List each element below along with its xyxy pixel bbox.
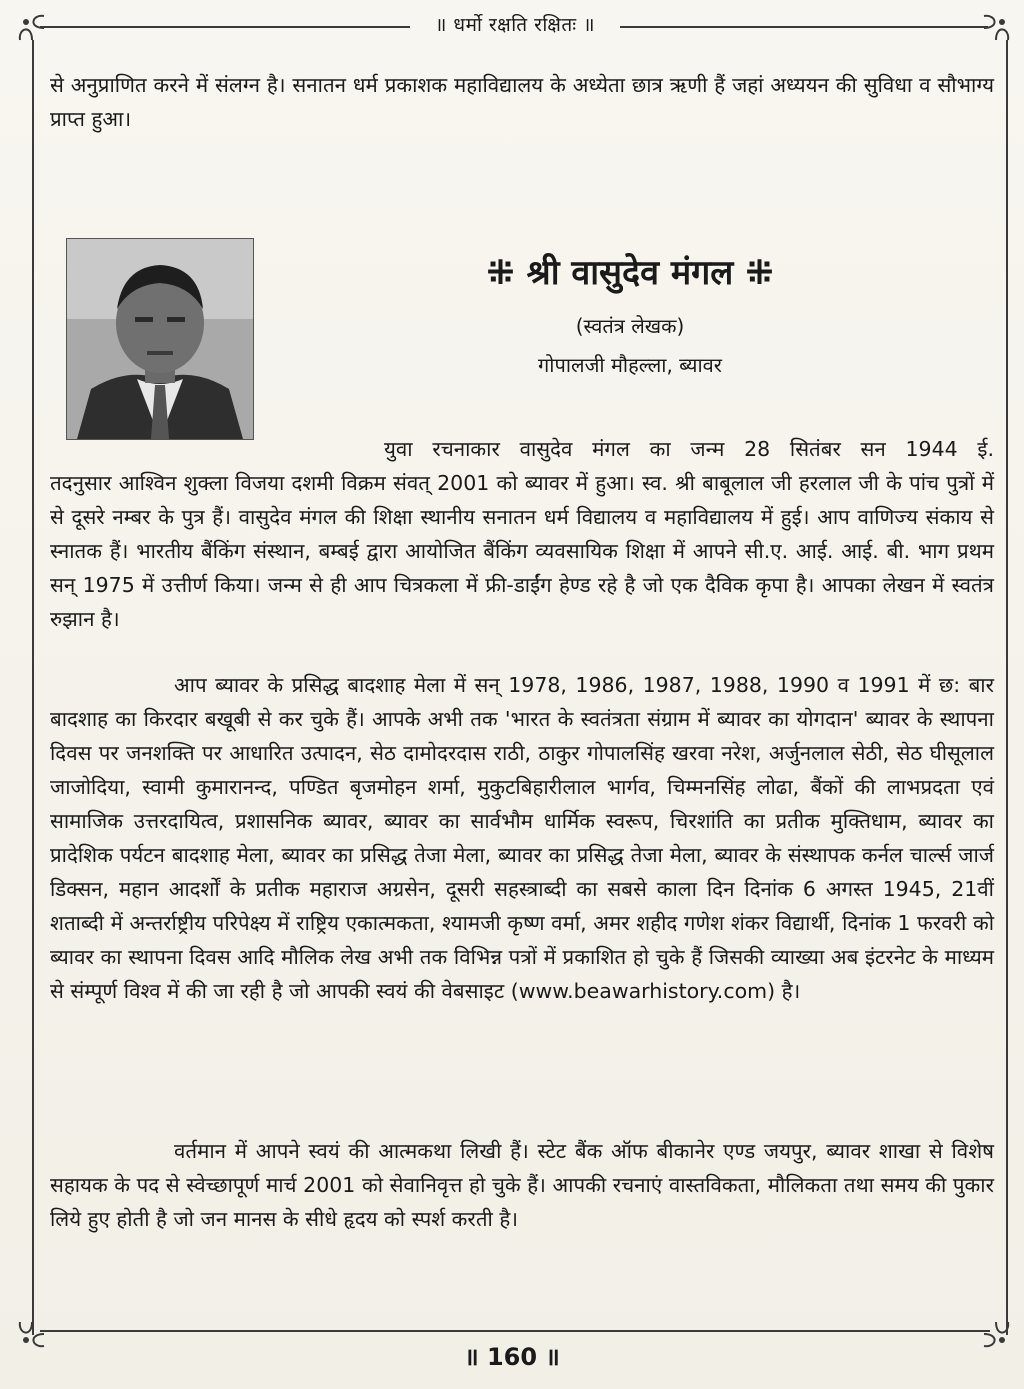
frame-right-rule — [1006, 40, 1008, 1335]
paragraph-1-first-line: युवा रचनाकार वासुदेव मंगल का जन्म 28 सितंबर सन 1944 ई. — [384, 437, 994, 461]
frame-left-rule — [32, 40, 34, 1335]
paragraph-2: आप ब्यावर के प्रसिद्ध बादशाह मेला में सन् 1978, 1986, 1987, 1988, 1990 व 1991 में छ: बार बादशाह का किरदार बखूबी से कर चुके हैं। आपके अभी तक 'भारत के स्वतंत्रता संग्राम में ब्यावर का योगदान' ब्यावर के स्थापना दिवस पर जनशक्ति पर आधारित उत्पादन, सेठ दामोदरदास राठी, ठाकुर गोपालसिंह खरवा नरेश, अर्जुनलाल सेठी, सेठ घीसूलाल जाजोदिया, स्वामी कुमारानन्द, पण्डित बृजमोहन शर्मा, मुकुटबिहारीलाल भार्गव, चिम्मनसिंह लोढा, बैंकों की लाभप्रदता एवं सामाजिक उत्तरदायित्व, प्रशासनिक ब्यावर, ब्यावर का सार्वभौम धार्मिक स्वरूप, चिरशांति का प्रतीक मुक्तिधाम, ब्यावर का प्रादेशिक पर्यटन बादशाह मेला, ब्यावर का प्रसिद्ध तेजा मेला, ब्यावर का प्रसिद्ध तेजा मेला, ब्यावर के संस्थापक कर्नल चार्ल्स जार्ज डिक्सन, महान आदर्शों के प्रतीक महाराज अग्रसेन, दूसरी सहस्त्राब्दी का सबसे काला दिन दिनांक 6 अगस्त 1945, 21वीं शताब्दी में अन्तर्राष्ट्रीय परिपेक्ष्य में राष्ट्रिय एकात्मकता, श्यामजी कृष्ण वर्मा, अमर शहीद गणेश शंकर विद्यार्थी, दिनांक 1 फरवरी को ब्यावर का स्थापना दिवस आदि मौलिक लेख अभी तक विभिन्न पत्रों में प्रकाशित हो चुके हैं जिसकी व्याख्या अब इंटरनेट के माध्यम से संम्पूर्ण विश्व में की जा रही है जो आपकी स्वयं की वेबसाइट (www.beawarhistory.com) है। — [50, 673, 994, 1003]
profile-address: गोपालजी मौहल्ला, ब्यावर — [538, 353, 722, 377]
profile-role: (स्वतंत्र लेखक) — [575, 314, 685, 338]
paragraph-3: वर्तमान में आपने स्वयं की आत्मकथा लिखी हैं। स्टेट बैंक ऑफ बीकानेर एण्ड जयपुर, ब्यावर शाखा से विशेष सहायक के पद से स्वेच्छापूर्ण मार्च 2001 को सेवानिवृत्त हो चुके हैं। आपकी रचनाएं वास्तविकता, मौलिकता तथा समय की पुकार लिये हुए होती है जो जन मानस के सीधे हृदय को स्पर्श करती है। — [50, 1139, 994, 1231]
frame-bottom-rule — [40, 1330, 990, 1332]
ornament-right-icon: ⁜ — [745, 253, 774, 293]
intro-paragraph: से अनुप्राणित करने में संलग्न है। सनातन धर्म प्रकाशक महाविद्यालय के अध्येता छात्र ऋणी हैं जहां अध्ययन की सुविधा व सौभाग्य प्राप्त हुआ। — [50, 73, 994, 131]
profile-name — [440, 248, 820, 298]
ornament-left-icon: ⁜ — [486, 253, 515, 293]
running-head: ॥ धर्मो रक्षति रक्षितः ॥ — [434, 14, 596, 36]
corner-ornament-top-left — [14, 10, 48, 44]
frame-top-left-rule — [40, 26, 410, 28]
corner-ornament-bottom-right — [980, 1318, 1014, 1352]
corner-ornament-bottom-left — [14, 1318, 48, 1352]
paragraph-1-body: तदनुसार आश्विन शुक्ला विजया दशमी विक्रम संवत् 2001 को ब्यावर में हुआ। स्व. श्री बाबूलाल जी हरलाल जी के पांच पुत्रों में से दूसरे नम्बर के पुत्र हैं। वासुदेव मंगल की शिक्षा स्थानीय सनातन धर्म विद्यालय व महाविद्यालय में हुई। आप वाणिज्य संकाय से स्नातक हैं। भारतीय बैंकिंग संस्थान, बम्बई द्वारा आयोजित बैंकिंग व्यवसायिक शिक्षा में आपने सी.ए. आई. आई. बी. भाग प्रथम सन् 1975 में उत्तीर्ण किया। जन्म से ही आप चित्रकला में फ्री-डाईंग हेण्ड रहे है जो एक दैविक कृपा है। आपका लेखन में स्वतंत्र रुझान है। — [50, 471, 994, 631]
frame-top-right-rule — [620, 26, 988, 28]
author-photo — [66, 238, 254, 440]
profile-name-text: श्री वासुदेव मंगल — [526, 253, 734, 293]
page-number: ॥ 160 ॥ — [464, 1343, 560, 1371]
corner-ornament-top-right — [980, 10, 1014, 44]
